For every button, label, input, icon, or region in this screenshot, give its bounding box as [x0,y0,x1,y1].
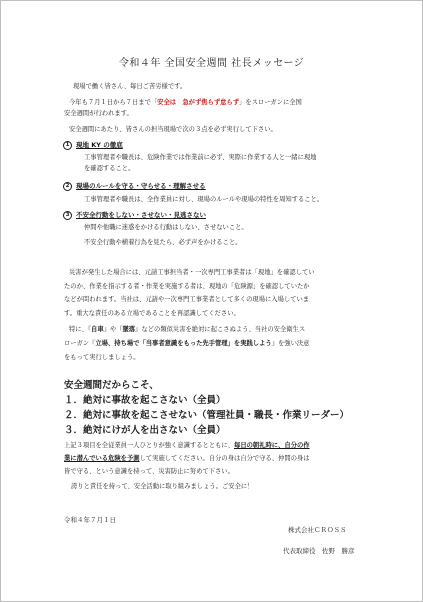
item-1-heading: 1 現地 KY の徹底 [63,140,123,150]
para2-line-2: たのか、作業を指示する者・作業を実施する者は、現地の「危険源」を確認していたか [64,283,310,290]
para2-line-1: 災害が発生した場合には、元請工事担当者・一次専門工事業者は「現地」を確認してい [69,269,315,276]
company-slogan: 立場、持ち場で「当事者意識をもった先手管理」を実践しよう [95,340,272,347]
para3-line-2: ローガン『立場、持ち場で「当事者意識をもった先手管理」を実践しよう』を強い決意 [64,340,310,347]
item-3-heading: 3 不安全行動をしない・させない・見逃さない [63,210,206,220]
section2-title: 安全週間だからこそ、 [64,380,159,391]
item-2-number: 2 [63,182,72,191]
page-title: 令和４年 全国安全週間 社長メッセージ [118,58,305,69]
item-2-heading: 2 現場のルールを守る・守らせる・理解させる [63,181,206,191]
para3-line-3: をもって実行しましょう。 [64,354,140,361]
item-3-line-2: 不安全行動や横着行為を見たら、必ず声をかけること。 [84,239,242,246]
intro-line-cont: 安全週間が行われます。 [64,110,133,117]
para3-line-1: 特に、『自車』や『墜落』などの類似災害を絶対に起こさぬよう、当社の安全衛生ス [69,326,306,333]
company-name: 株式会社ＣＲＯＳＳ [288,526,347,534]
closing-line-4: 誇りと責任を持って、安全活動に取り組みましょう。ご安全に！ [71,483,254,490]
item-1-line-2: を確認すること。 [84,165,135,172]
para2-line-4: す。重大な責任のある立場であることを再認識してください。 [64,310,240,317]
para2-line-3: などが問われます。当社は、元請や一次専門工事業者として多くの現場に入場していま [64,296,310,303]
national-slogan: 安全は 急がず焦らず怠らず [157,99,240,106]
closing-line-3: 皆で守る、という意識を持って、災害防止に努めて下さい。 [64,468,234,475]
item-1-line-1: 工事管理者や職長は、危険作業では作業前に必ず、実際に作業する人と一緒に現地 [84,154,317,161]
item-3-line-1: 仲間や他職に迷惑をかける行動はしない、させないこと。 [84,224,248,231]
intro-instruction: 安全週間にあたり、皆さんの担当現場で次の３点を必ず実行して下さい。 [69,126,277,133]
intro-slogan-line: 今年も７月１日から７日まで「安全は 急がず焦らず怠らず」をスローガンに全国 [69,99,302,106]
closing-line-1: 上記３項目を全従業員一人ひとりが強く意識するとともに、毎日の朝礼時に、自分の作 [64,442,310,449]
closing-line-2: 業に潜んでいる危険を予測して実施してください。自分の身は自分で守る、仲間の身は [64,455,310,462]
goal-1: １．絶対に事故を起こさない（全員） [64,395,226,406]
goal-2: ２．絶対に事故を起こさせない（管理社員・職長・作業リーダー） [64,410,350,421]
signatory: 代表取締役 佐野 勝彦 [283,547,355,555]
item-3-number: 3 [63,211,72,220]
document-date: 令和４年７月１日 [64,516,116,524]
intro-greeting: 現場で働く皆さん、毎日ご苦労様です。 [73,83,187,90]
goal-3: ３．絶対にけが人を出さない（全員） [64,425,226,436]
item-1-number: 1 [63,141,72,150]
item-2-line-1: 工事管理者や職長は、全作業員に対し、現場のルールや現場の特性を周知すること。 [84,196,324,203]
